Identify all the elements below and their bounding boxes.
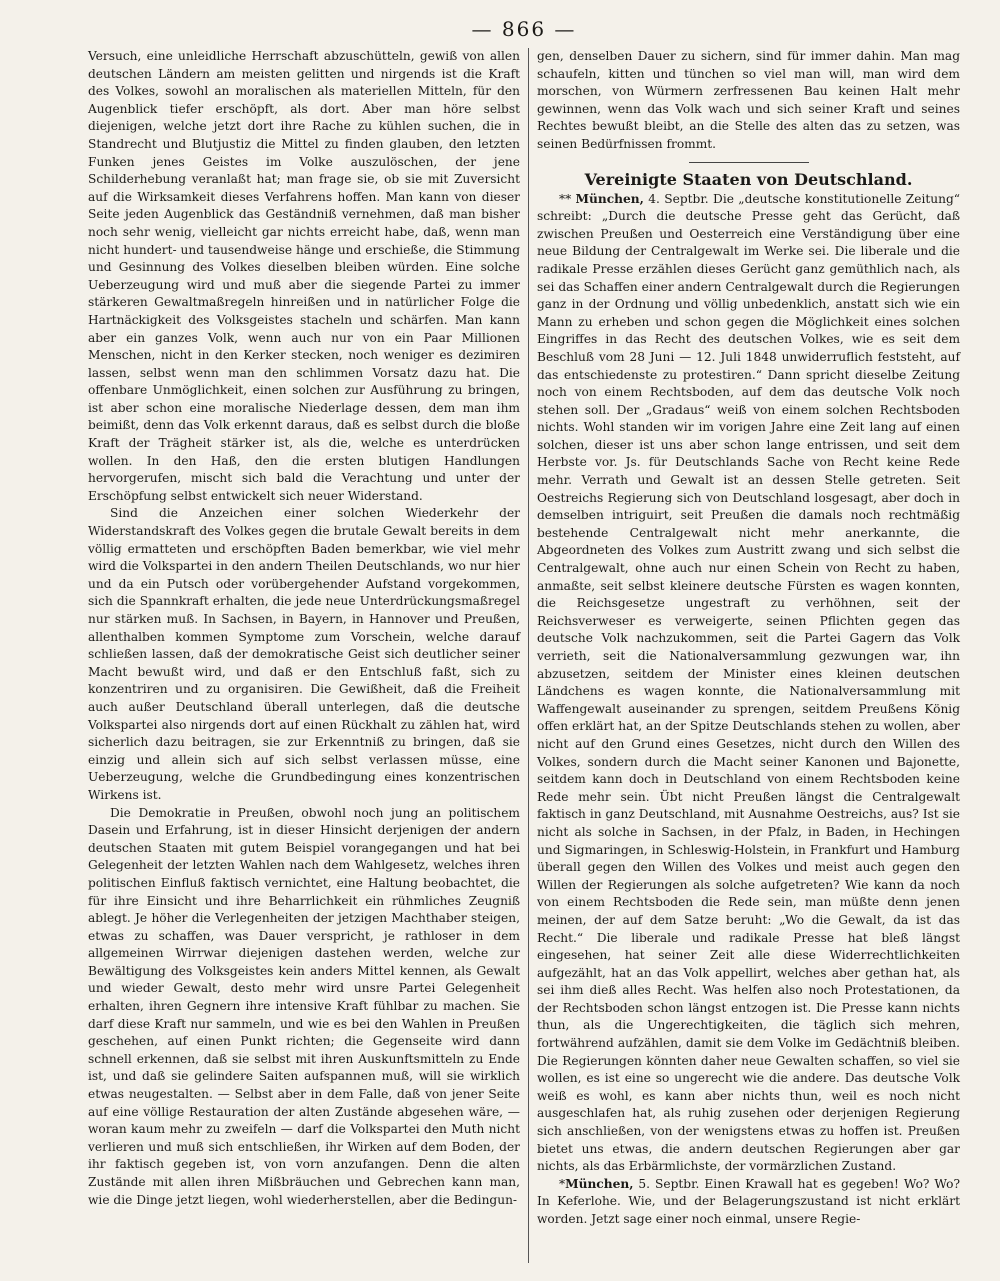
columns [88, 48, 960, 1263]
section-heading: Vereinigte Staaten von Deutschland. [584, 169, 913, 189]
left-paragraph-1: Versuch, eine unleidliche Herrschaft abzuschütteln, gewiß von allen deutschen Ländern am meisten gelitten und nirgends ist die Kraft des Volkes, sowohl an moralischen als materiellen Mitteln, für den Augenblick tiefer erschöpft, als dort. Aber man höre selbst diejenigen, welche jetzt dort ihre Rache zu kühlen suchen, die in Standrecht und Blutjustiz die Mittel zu finden glauben, den letzten Funken jenes Geistes im Volke auszulöschen, der jene Schilderhebung veranlaßt hat; man frage sie, ob sie mit Zuversicht auf die Wirksamkeit dieses Verfahrens hoffen. Man kann von dieser Seite jeden Augenblick das Geständniß vernehmen, daß man bisher noch sehr wenig, vielleicht gar nichts erreicht habe, daß, wenn man nicht hundert- und tausendweise hänge und erschieße, die Stimmung und Gesinnung des Volkes dieselben bleiben würden. Eine solche Ueberzeugung wird und muß aber die siegende Partei zu immer stärkeren Gewaltmaßregeln hinreißen und in natürlicher Folge die Hartnäckigkeit des Volksgeistes stacheln und schärfen. Man kann aber ein ganzes Volk, wenn auch nur von ein Paar Millionen Menschen, nicht in den Kerker stecken, noch weniger es dezimiren lassen, selbst wenn man den schlimmen Vorsatz dazu hat. Die offenbare Unmöglichkeit, einen solchen zur Ausführung zu bringen, ist aber schon eine moralische Niederlage dessen, dem man ihm beimißt, denn das Volk erkennt daraus, daß es selbst durch die bloße Kraft der Trägheit stärker ist, als die, welche es unterdrücken wollen. In den Haß, den die ersten blutigen Handlungen hervorgerufen, mischt sich bald die Verachtung und unter der Erschöpfung selbst entwickelt sich neuer Widerstand. [88, 49, 520, 503]
column-rule [528, 48, 529, 1263]
right-intro-paragraph: gen, denselben Dauer zu sichern, sind für immer dahin. Man mag schaufeln, kitten und tünchen so viel man will, man wird dem morschen, von Würmern zerfressenen Bau keinen Halt mehr gewinnen, wenn das Volk wach und sich seiner Kraft und seines Rechtes bewußt bleibt, an die Stelle des alten das zu setzen, was seinen Bedürfnissen frommt. [537, 49, 960, 151]
article-marker: ** [559, 191, 572, 206]
page-number: — 866 — [471, 17, 577, 41]
article-marker: * [559, 1176, 566, 1191]
article-dateline: München, [565, 1176, 634, 1191]
section-separator [689, 162, 809, 163]
right-column [537, 48, 960, 1229]
article-text: Die „deutsche konstitutionelle Zeitung“ schreibt: „Durch die deutsche Presse geht das Gerücht, daß zwischen Preußen und Oesterreich eine Verständigung über eine neue Bildung der Centralgewalt im Werke sei. Die liberale und die radikale Presse erzählen dieses Gerücht ganz gemüthlich nach, als sei das Schaffen einer andern Centralgewalt durch die Regierungen ganz in der Ordnung und völlig unbedenklich, anstatt sich wie ein Mann zu erheben und schon gegen die Möglichkeit eines solchen Eingriffes in das Recht des deutschen Volkes, wie es seit dem Beschluß vom 28 Juni — 12. Juli 1848 unwiderruflich feststeht, auf das entschiedenste zu protestiren.“ Dann spricht dieselbe Zeitung noch von einem Rechtsboden, auf dem das deutsche Volk noch stehen soll. Der „Gradaus“ weiß von einem solchen Rechtsboden nichts. Wohl standen wir im vorigen Jahre eine Zeit lang auf einen solchen, dieser ist uns aber schon lange entrissen, und seit dem Herbste vor. Js. für Deutschlands Sache von Recht keine Rede mehr. Verrath und Gewalt ist an dessen Stelle getreten. Seit Oestreichs Regierung sich von Deutschland losgesagt, aber doch in demselben intriguirt, seit Preußen die damals noch rechtmäßig bestehende Centralgewalt nicht mehr anerkannte, die Abgeordneten des Volkes zum Austritt zwang und sich selbst die Centralgewalt, ohne auch nur einen Schein von Recht zu haben, anmaßte, seit selbst kleinere deutsche Fürsten es wagen konnten, die Reichsgesetze ungestraft zu verhöhnen, seit der Reichsverweser es verweigerte, seinen Pflichten gegen das deutsche Volk nachzukommen, seit die Partei Gagern das Volk verrieth, seit die Nationalversammlung gezwungen war, ihn abzusetzen, seitdem der Minister eines kleinen deutschen Ländchens es wagen konnte, die Nationalversammlung mit Waffengewalt auseinander zu sprengen, seitdem Preußens König offen erklärt hat, an der Spitze Deutschlands stehen zu wollen, aber nicht auf den Grund eines Gesetzes, nicht durch den Willen des Volkes, sondern durch die Macht seiner Kanonen und Bajonette, seitdem kann doch in Deutschland von einem Rechtsboden keine Rede mehr sein. Übt nicht Preußen längst die Centralgewalt faktisch in ganz Deutschland, mit Ausnahme Oestreichs, aus? Ist sie nicht als solche in Sachsen, in der Pfalz, in Baden, in Hechingen und Sigmaringen, in Schleswig-Holstein, in Frankfurt und Hamburg überall gegen den Willen des Volkes und meist auch gegen den Willen der Regierungen als solche aufgetreten? Wie kann da noch von einem Rechtsboden die Rede sein, man müßte denn jenen meinen, der auf dem Satze beruht: „Wo die Gewalt, da ist das Recht.“ Die liberale und radikale Presse hat bleß längst eingesehen, hat seiner Zeit alle diese Widerrechtlichkeiten aufgezählt, hat an das Volk appellirt, welches aber gethan hat, als sei ihm dieß alles Recht. Was helfen also noch Protestationen, da der Rechtsboden schon längst entzogen ist. Die Presse kann nichts thun, als die Ungerechtigkeiten, die täglich sich mehren, fortwährend aufzählen, damit sie dem Volke im Gedächtniß bleiben. Die Regierungen könnten daher neue Gewalten schaffen, so viel sie wollen, es ist eine so ungerecht wie die andere. Das deutsche Volk weiß es wohl, es kann aber nichts thun, weil es noch nicht ausgeschlafen hat, als ruhig zusehen oder derjenigen Regierung sich anschließen, von der wenigstens etwas zu hoffen ist. Preußen bietet uns etwas, die andern deutschen Regierungen aber gar nichts, als das Erbärmlichste, der vormärzlichen Zustand. [537, 191, 960, 1174]
article-dateline: München, [575, 191, 644, 206]
article-munich-sept-5 [537, 1176, 960, 1229]
article-date: 5. Septbr. [638, 1176, 700, 1191]
left-column [88, 48, 520, 1209]
article-munich-sept-4 [537, 191, 960, 1176]
article-date: 4. Septbr. [648, 191, 709, 206]
article-text: Einen Krawall hat es gegeben! Wo? Wo? In Keferlohe. Wie, und der Belagerungszustand ist nicht erklärt worden. Jetzt sage einer noch einmal, unsere Regie- [537, 1176, 960, 1226]
left-paragraph-2: Sind die Anzeichen einer solchen Wiederkehr der Widerstandskraft des Volkes gegen die brutale Gewalt bereits in dem völlig ermatteten und erschöpften Baden bemerkbar, wie viel mehr wird die Volkspartei in den andern Theilen Deutschlands, wo nur hier und da ein Putsch oder vorübergehender Aufstand vorgekommen, sich die Spannkraft erhalten, die jede neue Unterdrückungsmaßregel nur stärken muß. In Sachsen, in Bayern, in Hannover und Preußen, allenthalben kommen Symptome zum Vorschein, welche darauf schließen lassen, daß der demokratische Geist sich deutlicher seiner Macht bewußt wird, und daß er den Entschluß faßt, sich zu konzentriren und zu organisiren. Die Gewißheit, daß die Freiheit auch außer Deutschland überall unterlegen, daß die deutsche Volkspartei also nirgends dort auf einen Rückhalt zu zählen hat, wird sicherlich dazu beitragen, sie zur Erkenntniß zu bringen, daß sie einzig und allein sich auf sich selbst verlassen müsse, eine Ueberzeugung, welche die Grundbedingung eines konzentrischen Wirkens ist. [88, 506, 520, 802]
left-paragraph-3: Die Demokratie in Preußen, obwohl noch jung an politischem Dasein und Erfahrung, ist in dieser Hinsicht derjenigen der andern deutschen Staaten mit gutem Beispiel vorangegangen und hat bei Gelegenheit der letzten Wahlen nach dem Wahlgesetz, welches ihren politischen Einfluß faktisch vernichtet, eine Haltung beobachtet, die für ihre Einsicht und ihre Beharrlichkeit ein rühmliches Zeugniß ablegt. Je höher die Verlegenheiten der jetzigen Machthaber steigen, etwas zu schaffen, was Dauer verspricht, je rathloser in dem allgemeinen Wirrwar diejenigen dastehen werden, welche zur Bewältigung des Volksgeistes kein anders Mittel kennen, als Gewalt und wieder Gewalt, desto mehr wird unsre Partei Gelegenheit erhalten, ihren Gegnern ihre intensive Kraft fühlbar zu machen. Sie darf diese Kraft nur sammeln, und wie es bei den Wahlen in Preußen geschehen, auf einen Punkt richten; die Gegenseite wird dann schnell erkennen, daß sie selbst mit ihren Auskunftsmitteln zu Ende ist, und daß sie gelindere Saiten aufspannen muß, will sie wirklich etwas neugestalten. — Selbst aber in dem Falle, daß von jener Seite auf eine völlige Restauration der alten Zustände abgesehen wäre, — woran kaum mehr zu zweifeln — darf die Volkspartei den Muth nicht verlieren und muß sich entschließen, ihr Wirken auf dem Boden, der ihr faktisch gegeben ist, von vorn anzufangen. Denn die alten Zustände mit allen ihren Mißbräuchen und Gebrechen kann man, wie die Dinge jetzt liegen, wohl wiederherstellen, aber die Bedingun- [88, 805, 520, 1207]
